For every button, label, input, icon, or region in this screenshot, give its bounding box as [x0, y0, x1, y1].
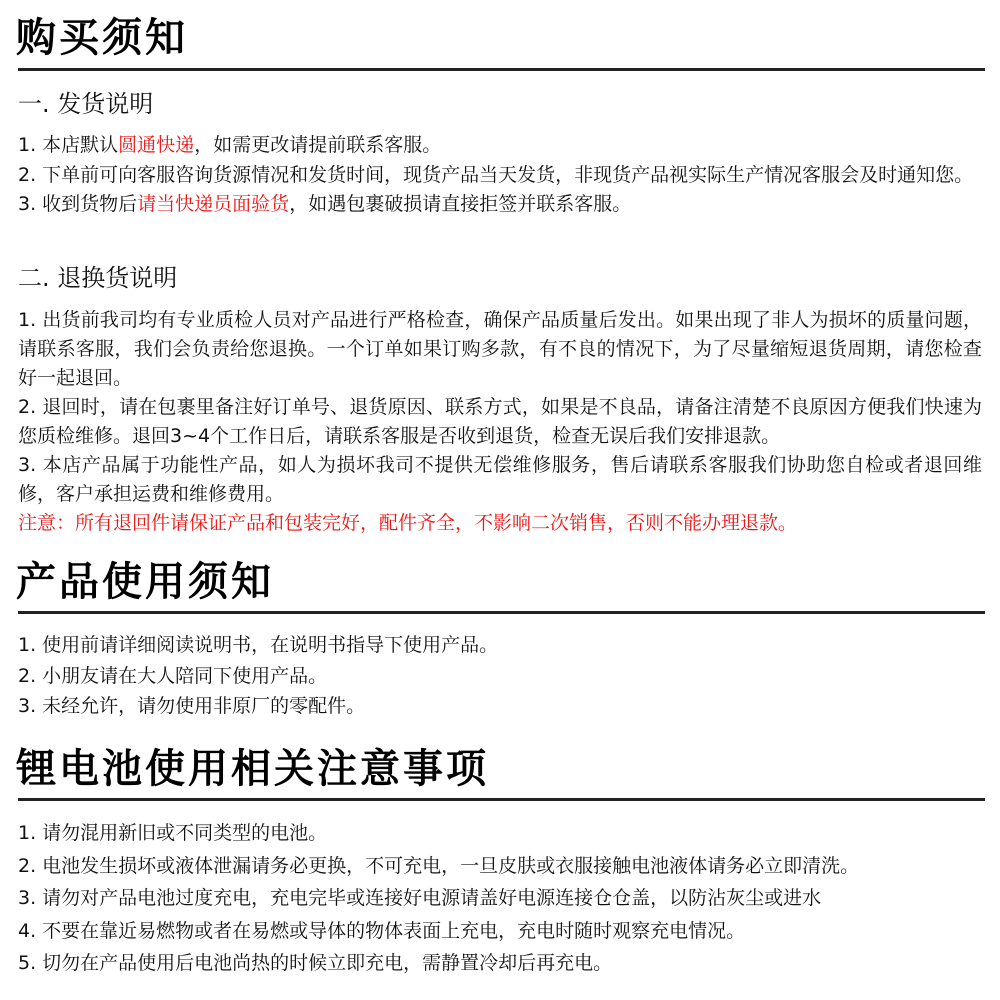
list-item: 1. 使用前请详细阅读说明书，在说明书指导下使用产品。	[18, 634, 499, 656]
list-item: 2. 电池发生损坏或液体泄漏请务必更换，不可充电，一旦皮肤或衣服接触电池液体请务必立即清洗。	[18, 854, 860, 877]
highlight-text: 圆通快递	[118, 134, 195, 156]
list-item	[18, 131, 982, 161]
section-title-product-usage: 产品使用须知	[16, 559, 274, 605]
list-item: 2. 退回时，请在包裹里备注好订单号、退货原因、联系方式，如果是不良品，请备注清楚不良原因方便我们快速为您质检维修。退回3~4个工作日后，请联系客服是否收到退货，检查无误后我们安排退款。	[18, 396, 982, 447]
list-item: 4. 不要在靠近易燃物或者在易燃或导体的物体表面上充电，充电时随时观察充电情况。	[18, 919, 746, 942]
list-item	[18, 190, 982, 220]
returns-notice: 注意：所有退回件请保证产品和包装完好，配件齐全，不影响二次销售，否则不能办理退款。	[18, 512, 798, 534]
returns-list	[18, 306, 982, 538]
divider	[18, 68, 985, 71]
shipping-list	[18, 131, 982, 220]
divider	[18, 611, 985, 614]
list-item: 1. 出货前我司均有专业质检人员对产品进行严格检查，确保产品质量后发出。如果出现了非人为损坏的质量问题，请联系客服，我们会负责给您退换。一个订单如果订购多款，有不良的情况下，为了尽量缩短退货周期，请您检查好一起退回。	[18, 309, 982, 389]
battery-list	[18, 817, 982, 980]
list-item: 2. 小朋友请在大人陪同下使用产品。	[18, 664, 328, 687]
section-title-battery-notes: 锂电池使用相关注意事项	[16, 746, 489, 792]
list-item: 5. 切勿在产品使用后电池尚热的时候立即充电，需静置冷却后再充电。	[18, 952, 613, 974]
list-item: 2. 下单前可向客服咨询货源情况和发货时间，现货产品当天发货，非现货产品视实际生产情况客服会及时通知您。	[18, 163, 974, 186]
list-item: 3. 未经允许，请勿使用非原厂的零配件。	[18, 695, 366, 717]
highlight-text: 请当快递员面验货	[137, 193, 290, 215]
item-text: 3. 收到货物后	[18, 193, 138, 215]
list-item: 3. 请勿对产品电池过度充电，充电完毕或连接好电源请盖好电源连接仓仓盖，以防沾灰尘或进水	[18, 887, 822, 909]
divider	[18, 798, 985, 801]
item-text: 1. 本店默认	[18, 134, 119, 156]
subsection-title-shipping: 一. 发货说明	[18, 90, 154, 118]
usage-list	[18, 630, 982, 722]
item-text: ，如遇包裹破损请直接拒签并联系客服。	[289, 193, 632, 215]
item-text: ，如需更改请提前联系客服。	[194, 134, 442, 156]
subsection-title-returns: 二. 退换货说明	[18, 264, 178, 292]
list-item: 1. 请勿混用新旧或不同类型的电池。	[18, 822, 328, 844]
list-item: 3. 本店产品属于功能性产品，如人为损坏我司不提供无偿维修服务，售后请联系客服我们协助您自检或者退回维修，客户承担运费和维修费用。	[18, 454, 982, 505]
section-title-purchase-notice: 购买须知	[16, 15, 188, 61]
